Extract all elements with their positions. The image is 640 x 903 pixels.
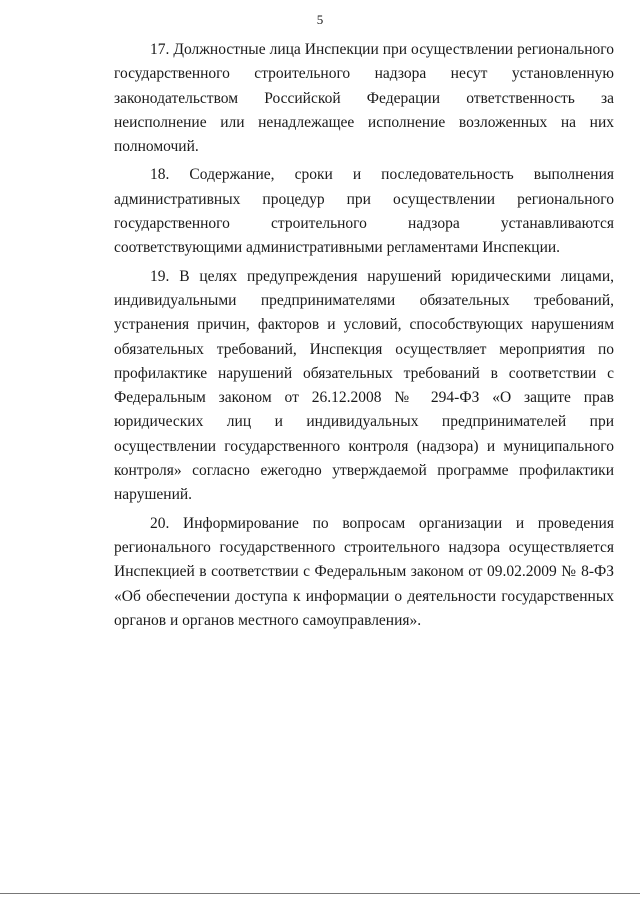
paragraph-19: 19. В целях предупреждения нарушений юридическими лицами, индивидуальными предпринимателями обязательных требований, устранения причин, факторов и условий, способствующих нарушениям обязательных требований, Инспекция осуществляет мероприятия по профилактике нарушений обязательных требований в соответствии с Федеральным законом от 26.12.2008 № 294-ФЗ «О защите прав юридических лиц и индивидуальных предпринимателей при осуществлении государственного контроля (надзора) и муниципального контроля» согласно ежегодно утверждаемой программе профилактики нарушений.	[114, 267, 614, 504]
document-body	[114, 38, 614, 637]
page-bottom-divider	[0, 893, 640, 894]
page-number: 5	[316, 12, 324, 27]
paragraph-18: 18. Содержание, сроки и последовательность выполнения административных процедур при осуществлении регионального государственного строительного надзора устанавливаются соответствующими административными регламентами Инспекции.	[114, 166, 614, 257]
paragraph-20: 20. Информирование по вопросам организации и проведения регионального государственного строительного надзора осуществляется Инспекцией в соответствии с Федеральным законом от 09.02.2009 № 8-ФЗ «Об обеспечении доступа к информации о деятельности государственных органов и органов местного самоуправления».	[114, 514, 614, 629]
paragraph-17: 17. Должностные лица Инспекции при осуществлении регионального государственного строительного надзора несут установленную законодательством Российской Федерации ответственность за неисполнение или ненадлежащее исполнение возложенных на них полномочий.	[114, 41, 614, 156]
